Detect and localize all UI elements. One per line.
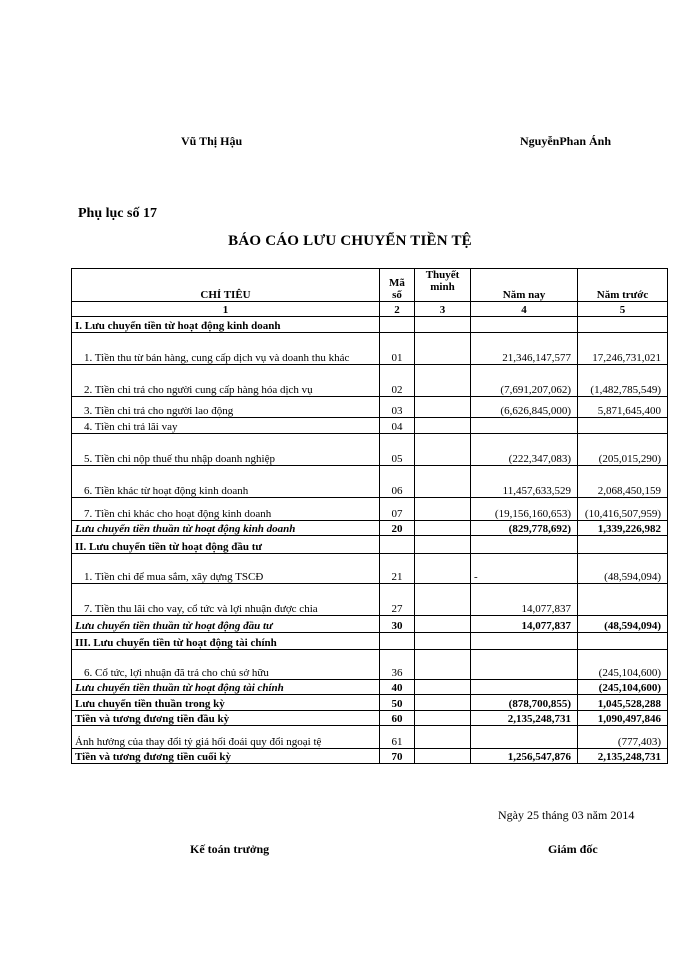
row-note xyxy=(415,521,471,536)
table-row xyxy=(72,418,668,434)
director-title: Giám đốc xyxy=(548,842,598,856)
row-code: 06 xyxy=(380,466,415,498)
row-current-year: (878,700,855) xyxy=(471,695,578,711)
row-current-year: 1,256,547,876 xyxy=(471,749,578,764)
row-indicator: Tiền và tương đương tiền cuối kỳ xyxy=(72,749,380,764)
table-row xyxy=(72,726,668,749)
row-code: 20 xyxy=(380,521,415,536)
table-row xyxy=(72,434,668,466)
row-previous-year xyxy=(578,317,668,333)
row-current-year: (222,347,083) xyxy=(471,434,578,466)
header-note: Thuyết minh xyxy=(415,269,471,302)
row-indicator: 7. Tiền thu lãi cho vay, cổ tức và lợi nhuận được chia xyxy=(72,584,380,616)
table-row xyxy=(72,650,668,680)
row-code: 40 xyxy=(380,680,415,695)
row-note xyxy=(415,633,471,650)
row-note xyxy=(415,498,471,521)
table-row xyxy=(72,365,668,397)
row-note xyxy=(415,584,471,616)
row-current-year xyxy=(471,418,578,434)
row-current-year xyxy=(471,633,578,650)
appendix-label: Phụ lục số 17 xyxy=(78,206,157,221)
table-row xyxy=(72,317,668,333)
row-current-year: 14,077,837 xyxy=(471,584,578,616)
table-row xyxy=(72,584,668,616)
row-previous-year: 5,871,645,400 xyxy=(578,397,668,418)
column-number: 4 xyxy=(471,302,578,317)
row-previous-year xyxy=(578,584,668,616)
row-previous-year: 1,045,528,288 xyxy=(578,695,668,711)
row-previous-year: (245,104,600) xyxy=(578,650,668,680)
header-code: Mã số xyxy=(380,269,415,302)
table-row xyxy=(72,466,668,498)
row-code: 21 xyxy=(380,554,415,584)
column-number-row xyxy=(72,302,668,317)
row-current-year: 2,135,248,731 xyxy=(471,711,578,726)
row-previous-year: (205,015,290) xyxy=(578,434,668,466)
row-current-year xyxy=(471,536,578,554)
row-note xyxy=(415,333,471,365)
row-code xyxy=(380,536,415,554)
column-number: 3 xyxy=(415,302,471,317)
table-header-row xyxy=(72,269,668,302)
row-current-year: (6,626,845,000) xyxy=(471,397,578,418)
row-indicator: 2. Tiền chi trả cho người cung cấp hàng hóa dịch vụ xyxy=(72,365,380,397)
row-previous-year xyxy=(578,536,668,554)
table-row xyxy=(72,521,668,536)
row-code xyxy=(380,633,415,650)
row-previous-year: (1,482,785,549) xyxy=(578,365,668,397)
table-row xyxy=(72,536,668,554)
table-row xyxy=(72,695,668,711)
row-code: 02 xyxy=(380,365,415,397)
row-current-year xyxy=(471,680,578,695)
row-note xyxy=(415,749,471,764)
row-previous-year: (48,594,094) xyxy=(578,554,668,584)
row-indicator: 6. Cổ tức, lợi nhuận đã trả cho chủ sở hữu xyxy=(72,650,380,680)
row-current-year: 11,457,633,529 xyxy=(471,466,578,498)
row-note xyxy=(415,711,471,726)
report-title: BÁO CÁO LƯU CHUYỂN TIỀN TỆ xyxy=(228,233,472,249)
row-note xyxy=(415,695,471,711)
column-number: 5 xyxy=(578,302,668,317)
row-indicator: Tiền và tương đương tiền đầu kỳ xyxy=(72,711,380,726)
table-row xyxy=(72,749,668,764)
table-row xyxy=(72,333,668,365)
row-indicator: 1. Tiền thu từ bán hàng, cung cấp dịch vụ và doanh thu khác xyxy=(72,333,380,365)
row-indicator: 5. Tiền chi nộp thuế thu nhập doanh nghiệp xyxy=(72,434,380,466)
row-indicator: III. Lưu chuyển tiền từ hoạt động tài chính xyxy=(72,633,380,650)
row-previous-year: (48,594,094) xyxy=(578,616,668,633)
table-row xyxy=(72,554,668,584)
row-indicator: II. Lưu chuyển tiền từ hoạt động đầu tư xyxy=(72,536,380,554)
row-previous-year: 1,090,497,846 xyxy=(578,711,668,726)
column-number: 1 xyxy=(72,302,380,317)
row-indicator: Lưu chuyển tiền thuần từ hoạt động kinh doanh xyxy=(72,521,380,536)
row-previous-year: (777,403) xyxy=(578,726,668,749)
row-note xyxy=(415,365,471,397)
row-previous-year xyxy=(578,633,668,650)
row-note xyxy=(415,650,471,680)
row-code: 70 xyxy=(380,749,415,764)
row-note xyxy=(415,680,471,695)
row-current-year: - xyxy=(471,554,578,584)
header-previous-year: Năm trước xyxy=(578,269,668,302)
signer-left-name: Vũ Thị Hậu xyxy=(181,134,243,148)
row-current-year xyxy=(471,650,578,680)
column-number: 2 xyxy=(380,302,415,317)
row-code: 30 xyxy=(380,616,415,633)
cash-flow-table xyxy=(71,268,668,764)
row-previous-year: (245,104,600) xyxy=(578,680,668,695)
row-code: 01 xyxy=(380,333,415,365)
row-current-year: (19,156,160,653) xyxy=(471,498,578,521)
row-note xyxy=(415,554,471,584)
table-row xyxy=(72,633,668,650)
row-previous-year: 2,068,450,159 xyxy=(578,466,668,498)
report-date: Ngày 25 tháng 03 năm 2014 xyxy=(498,808,635,822)
row-indicator: Lưu chuyển tiền thuần trong kỳ xyxy=(72,695,380,711)
row-code: 61 xyxy=(380,726,415,749)
header-indicator: CHỈ TIÊU xyxy=(72,269,380,302)
table-row xyxy=(72,711,668,726)
table-row xyxy=(72,498,668,521)
row-code: 27 xyxy=(380,584,415,616)
row-note xyxy=(415,726,471,749)
table-row xyxy=(72,397,668,418)
row-previous-year: 1,339,226,982 xyxy=(578,521,668,536)
row-note xyxy=(415,317,471,333)
row-indicator: I. Lưu chuyển tiền từ hoạt động kinh doanh xyxy=(72,317,380,333)
row-current-year: 14,077,837 xyxy=(471,616,578,633)
row-code: 04 xyxy=(380,418,415,434)
signer-right-name: NguyễnPhan Ánh xyxy=(520,134,612,148)
row-previous-year: 2,135,248,731 xyxy=(578,749,668,764)
row-indicator: 4. Tiền chi trả lãi vay xyxy=(72,418,380,434)
row-previous-year: 17,246,731,021 xyxy=(578,333,668,365)
row-note xyxy=(415,466,471,498)
row-current-year: (7,691,207,062) xyxy=(471,365,578,397)
row-current-year: 21,346,147,577 xyxy=(471,333,578,365)
row-note xyxy=(415,434,471,466)
row-current-year: (829,778,692) xyxy=(471,521,578,536)
row-note xyxy=(415,536,471,554)
row-code: 36 xyxy=(380,650,415,680)
row-current-year xyxy=(471,317,578,333)
row-code: 03 xyxy=(380,397,415,418)
row-note xyxy=(415,616,471,633)
row-indicator: Ảnh hưởng của thay đổi tỷ giá hối đoái quy đổi ngoại tệ xyxy=(72,726,380,749)
row-note xyxy=(415,418,471,434)
row-current-year xyxy=(471,726,578,749)
row-previous-year xyxy=(578,418,668,434)
row-code: 05 xyxy=(380,434,415,466)
chief-accountant-title: Kế toán trưởng xyxy=(190,842,270,856)
row-indicator: 7. Tiền chi khác cho hoạt động kinh doanh xyxy=(72,498,380,521)
row-indicator: 6. Tiền khác từ hoạt động kinh doanh xyxy=(72,466,380,498)
table-row xyxy=(72,616,668,633)
row-indicator: Lưu chuyển tiền thuần từ hoạt động đầu tư xyxy=(72,616,380,633)
row-indicator: 3. Tiền chi trả cho người lao động xyxy=(72,397,380,418)
row-note xyxy=(415,397,471,418)
row-indicator: 1. Tiền chi để mua sắm, xây dựng TSCĐ xyxy=(72,554,380,584)
row-code: 60 xyxy=(380,711,415,726)
row-code: 07 xyxy=(380,498,415,521)
row-previous-year: (10,416,507,959) xyxy=(578,498,668,521)
row-indicator: Lưu chuyển tiền thuần từ hoạt động tài chính xyxy=(72,680,380,695)
table-row xyxy=(72,680,668,695)
row-code: 50 xyxy=(380,695,415,711)
header-current-year: Năm nay xyxy=(471,269,578,302)
row-code xyxy=(380,317,415,333)
